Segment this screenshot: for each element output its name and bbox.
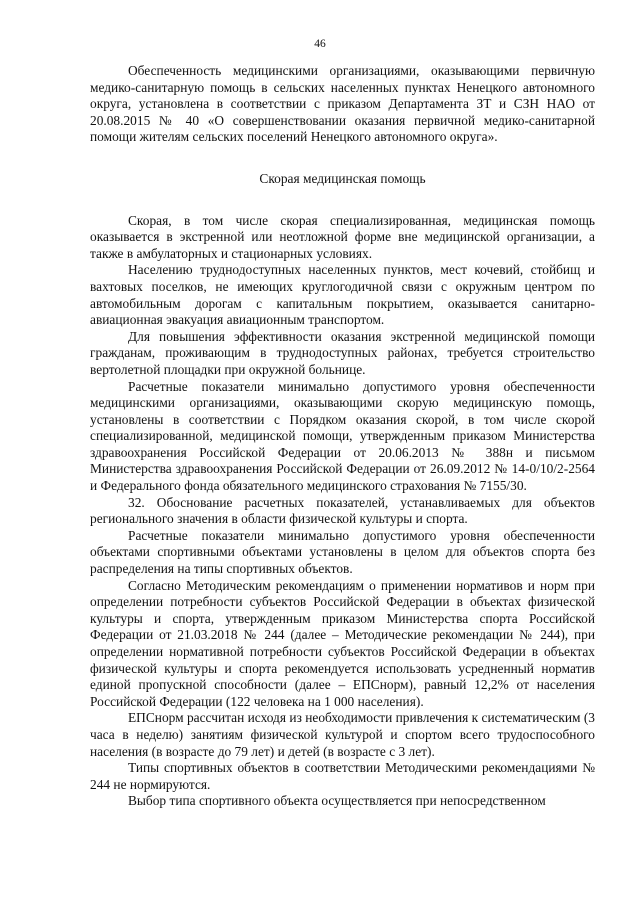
section-item-heading: 32. Обоснование расчетных показателей, устанавливаемых для объектов регионального значения в области физической культуры и спорта. — [90, 494, 595, 527]
paragraph: Для повышения эффективности оказания экстренной медицинской помощи гражданам, проживающим в труднодоступных районах, требуется строительство вертолетной площадки при окружной больнице. — [90, 328, 595, 377]
paragraph: ЕПСнорм рассчитан исходя из необходимости привлечения к систематическим (3 часа в неделю) занятиям физической культурой и спортом всего трудоспособного населения (в возрасте до 79 лет) и детей (в возрасте с 3 лет). — [90, 710, 595, 759]
paragraph: Типы спортивных объектов в соответствии Методическими рекомендациями № 244 не нормируются. — [90, 760, 595, 792]
paragraph: Расчетные показатели минимально допустимого уровня обеспеченности медицинскими организациями, оказывающими скорую медицинскую помощь, установлены в соответствии с Порядком оказания скорой, в том числе скорой специализированной, медицинской помощи, утвержденным приказом Министерства здравоохранения Российской Федерации от 20.06.2013 № 388н и письмом Министерства здравоохранения Российской Федерации от 26.09.2012 № 14-0/10/2-2564 и Федерального фонда обязательного медицинского страхования № 7155/30. — [90, 378, 595, 494]
page-number: 46 — [314, 38, 326, 50]
paragraph: Обеспеченность медицинскими организациями, оказывающими первичную медико-санитарную помощь в сельских населенных пунктах Ненецкого автономного округа, установлена в соответствии с приказом Департамента ЗТ и СЗН НАО от 20.08.2015 № 40 «О совершенствовании оказания первичной медико-санитарной помощи жителям сельских поселений Ненецкого автономного округа». — [90, 63, 595, 145]
section-heading: Скорая медицинская помощь — [259, 170, 426, 186]
document-body — [90, 63, 595, 810]
paragraph: Расчетные показатели минимально допустимого уровня обеспеченности объектами спортивными объектами установлены в целом для объектов спорта без распределения на типы спортивных объектов. — [90, 527, 595, 577]
paragraph: Согласно Методическим рекомендациям о применении нормативов и норм при определении потребности субъектов Российской Федерации в объектах физической культуры и спорта, утвержденным приказом Министерства спорта Российской Федерации от 21.03.2018 № 244 (далее – Методические рекомендации № 244), при определении нормативной потребности субъектов Российской Федерации в объектах физической культуры и спорта рекомендуется использовать усредненный норматив единой пропускной способности (далее – ЕПСнорм), равный 12,2% от населения Российской Федерации (122 человека на 1 000 населения). — [90, 577, 595, 709]
paragraph: Выбор типа спортивного объекта осуществляется при непосредственном — [128, 793, 546, 809]
paragraph: Скорая, в том числе скорая специализированная, медицинская помощь оказывается в экстренной или неотложной форме вне медицинской организации, а также в амбулаторных и стационарных условиях. — [90, 212, 595, 261]
paragraph: Населению труднодоступных населенных пунктов, мест кочевий, стойбищ и вахтовых поселков, не имеющих круглогодичной связи с окружным центром по автомобильным дорогам с капитальным покрытием, оказывается санитарно-авиационная эвакуация авиационным транспортом. — [90, 262, 595, 328]
